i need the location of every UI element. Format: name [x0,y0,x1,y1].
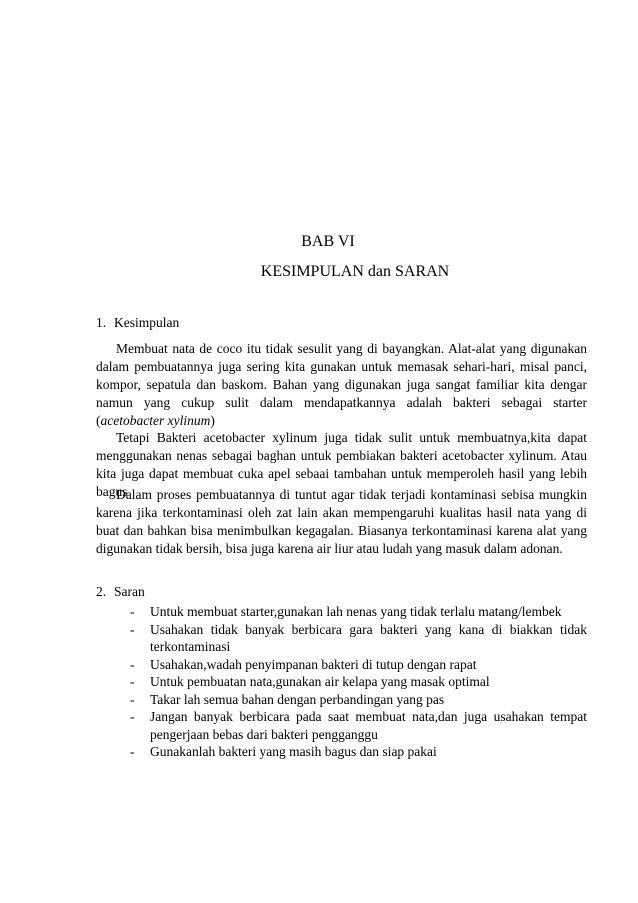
section-number: 1. [96,315,107,330]
paragraph-1 [96,340,587,430]
section-title: Saran [114,584,145,599]
list-item-text: Jangan banyak berbicara pada saat membuat nata,dan juga usahakan tempat pengerjaan bebas dari bakteri pengganggu [150,709,587,742]
list-bullet: - [130,604,135,619]
list-item [130,621,587,656]
list-bullet: - [130,621,135,637]
section-title: Kesimpulan [114,315,180,330]
list-item [130,673,587,691]
saran-list [130,603,587,761]
list-item-text: Takar lah semua bahan dengan perbandingan yang pas [150,691,445,707]
list-bullet: - [130,674,135,689]
section-number: 2. [96,584,107,599]
paragraph-3-text: Dalam proses pembuatannya di tuntut agar tidak terjadi kontaminasi sebisa mungkin karena jika terkontaminasi oleh zat lain akan mempengaruhi kualitas hasil nata yang di buat dan bahkan bisa menimbulkan kegagalan. Biasanya terkontaminasi karena alat yang digunakan tidak bersih, bisa juga karena air liur atau ludah yang masuk dalam adonan. [96,487,587,556]
list-item [130,691,587,709]
list-item-text: Gunakanlah bakteri yang masih bagus dan siap pakai [150,744,437,759]
list-item [130,656,587,674]
list-item-text: Usahakan,wadah penyimpanan bakteri di tutup dengan rapat [150,656,477,672]
section-heading-kesimpulan [96,315,179,331]
paragraph-1-tail: ) [210,413,215,428]
list-item [130,603,587,621]
paragraph-1-italic: acetobacter xylinum [100,413,211,428]
chapter-number: BAB VI [301,233,355,250]
list-item-text: Untuk pembuatan nata,gunakan air kelapa yang masak optimal [150,674,490,689]
list-bullet: - [130,744,135,759]
list-item [130,708,587,743]
list-bullet: - [130,709,135,724]
list-bullet: - [130,656,135,672]
list-item-text: Untuk membuat starter,gunakan lah nenas yang tidak terlalu matang/lembek [150,604,562,619]
list-bullet: - [130,691,135,707]
paragraph-2-text: Tetapi Bakteri acetobacter xylinum juga tidak sulit untuk membuatnya,kita dapat menggunakan nenas sebagai baghan untuk pembiakan bakteri acetobacter xylinum. Atau kita juga dapat membuat cuka apel sebaai tambahan untuk memperoleh hasil yang lebih bagus [96,430,587,499]
list-item-text: Usahakan tidak banyak berbicara gara bakteri yang kana di biakkan tidak terkontaminasi [150,621,587,654]
paragraph-1-text: Membuat nata de coco itu tidak sesulit yang di bayangkan. Alat-alat yang digunakan dalam pembuatannya juga sering kita gunakan untuk memasak sehari-hari, misal panci, kompor, sepatula dan baskom. Bahan yang digunakan juga sangat familiar kita dengar namun yang cukup sulit dalam mendapatkannya adalah bakteri sebagai starter ( [96,341,587,428]
section-heading-saran [96,584,145,600]
chapter-title: KESIMPULAN dan SARAN [260,263,450,280]
list-item [130,743,587,761]
paragraph-3 [96,486,587,558]
